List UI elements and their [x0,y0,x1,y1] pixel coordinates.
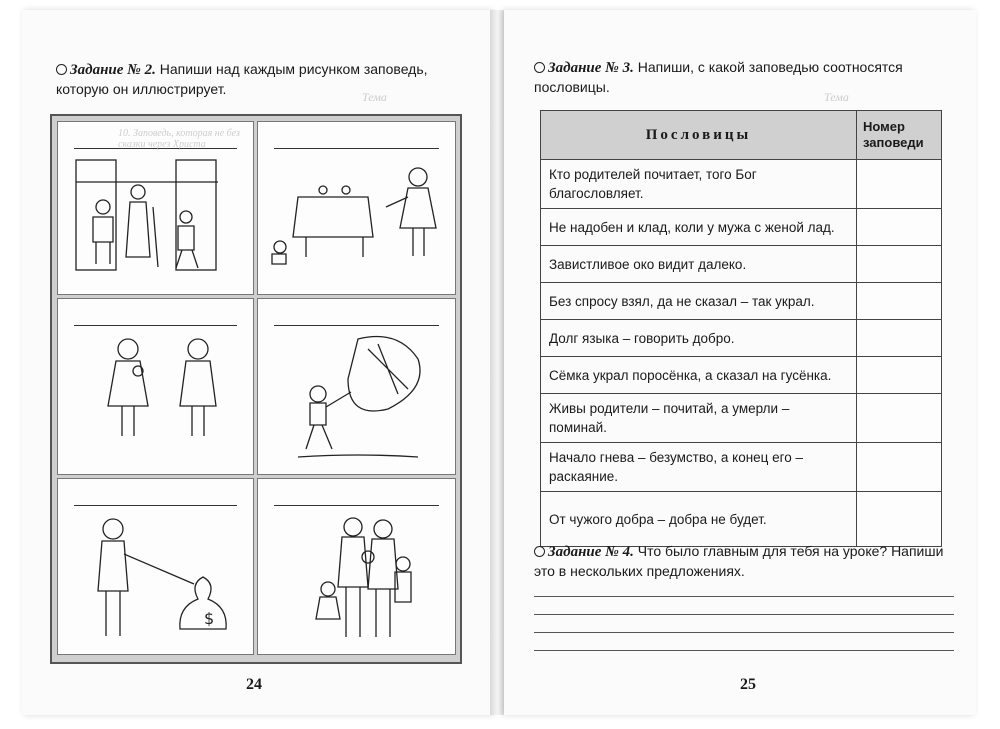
bullet-circle-icon [534,546,545,557]
ghost-text: Тема [824,90,849,104]
table-row [541,394,942,443]
answer-line[interactable] [534,614,954,615]
bullet-circle-icon [534,62,545,73]
man-pointing-money-illustration [58,479,253,654]
task-2-number: Задание № 2. [70,62,156,78]
two-girls-illustration [58,299,253,474]
proverb-text: Начало гнева – безумство, а конец его – раскаяние. [541,443,857,492]
ghost-text: Тема [362,90,387,104]
answer-lines[interactable] [534,596,954,668]
proverbs-header: Пословицы [541,111,857,160]
commandment-number-input[interactable] [857,394,942,443]
task-3 [534,58,964,97]
table-row [541,283,942,320]
table-row [541,209,942,246]
task-2 [56,60,476,99]
commandment-number-input[interactable] [857,283,942,320]
table-row [541,320,942,357]
picture-cell-3 [57,298,254,475]
table-row [541,443,942,492]
ghost-text: 10. Заповедь, которая не без сказки через Христа [118,128,240,150]
proverb-text: Завистливое око видит далеко. [541,246,857,283]
task-4-text: Что было главным для тебя на уроке? Напиши это в нескольких предложениях. [534,543,944,579]
picture-cell-5 [57,478,254,655]
picture-cell-1 [57,121,254,295]
proverbs-table [540,110,942,547]
page-number-right: 25 [740,676,756,693]
bus-seat-illustration [58,122,253,294]
commandment-number-input[interactable] [857,160,942,209]
proverb-text: Не надобен и клад, коли у мужа с женой лад. [541,209,857,246]
commandment-number-header: Номер заповеди [857,111,942,160]
table-row [541,357,942,394]
commandment-number-input[interactable] [857,443,942,492]
task-3-text: Напиши, с какой заповедью соотносятся пословицы. [534,59,903,95]
proverb-text: От чужого добра – добра не будет. [541,492,857,547]
proverb-text: Кто родителей почитает, того Бог благословляет. [541,160,857,209]
task-4-number: Задание № 4. [548,544,634,560]
family-illustration [258,479,455,654]
task-3-number: Задание № 3. [548,60,634,76]
table-and-girl-illustration [258,122,455,294]
task-4 [534,542,964,581]
picture-cell-2 [257,121,456,295]
picture-cell-6 [257,478,456,655]
picture-grid [50,114,462,664]
table-row [541,492,942,547]
commandment-number-input[interactable] [857,320,942,357]
proverb-text: Долг языка – говорить добро. [541,320,857,357]
proverb-text: Без спросу взял, да не сказал – так украл. [541,283,857,320]
right-page [504,10,976,715]
commandment-number-input[interactable] [857,357,942,394]
dollar-sign-icon: $ [204,609,215,628]
proverb-text: Сёмка украл поросёнка, а сказал на гусёнка. [541,357,857,394]
picture-cell-4 [257,298,456,475]
table-row [541,246,942,283]
proverb-text: Живы родители – почитай, а умерли – поминай. [541,394,857,443]
answer-line[interactable] [534,650,954,651]
task-2-text: Напиши над каждым рисунком заповедь, которую он иллюстрирует. [56,61,428,97]
bullet-circle-icon [56,64,67,75]
commandment-number-input[interactable] [857,209,942,246]
commandment-number-input[interactable] [857,492,942,547]
left-page [22,10,492,715]
boy-slingshot-illustration [258,299,455,474]
answer-line[interactable] [534,632,954,633]
table-row [541,160,942,209]
answer-line[interactable] [534,596,954,597]
commandment-number-input[interactable] [857,246,942,283]
page-number-left: 24 [246,676,262,693]
